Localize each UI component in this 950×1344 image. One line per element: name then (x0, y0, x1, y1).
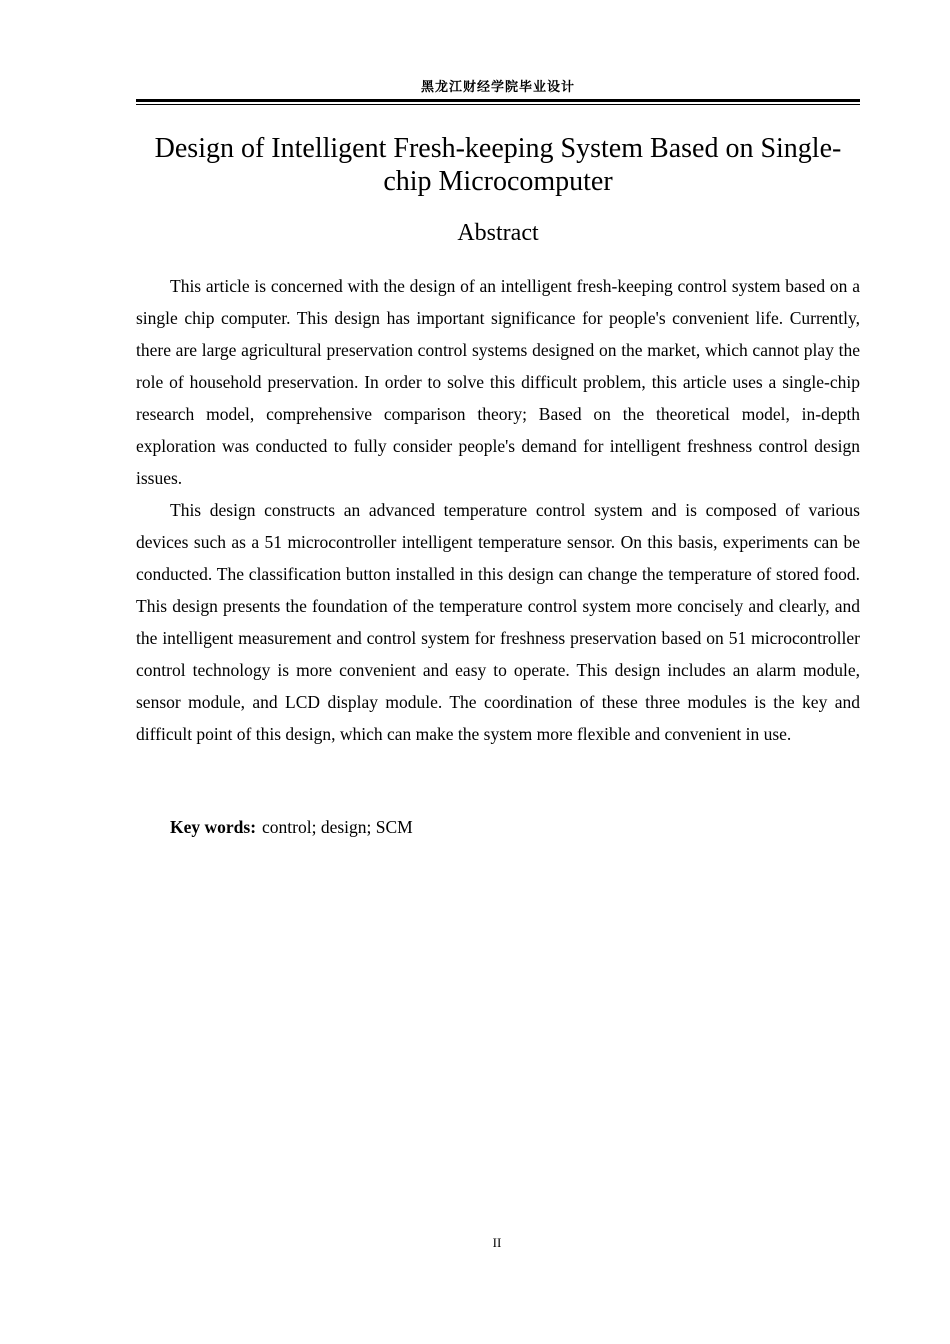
keywords-label: Key words: (170, 817, 257, 837)
abstract-paragraph-2: This design constructs an advanced temperature control system and is composed of various devices such as a 51 microcontroller intelligent temperature sensor. On this basis, experiments can be conducted. The classification button installed in this design can change the temperature of stored food. This design presents the foundation of the temperature control system more concisely and clearly, and the intelligent measurement and control system for freshness preservation based on 51 microcontroller control technology is more convenient and easy to operate. This design includes an alarm module, sensor module, and LCD display module. The coordination of these three modules is the key and difficult point of this design, which can make the system more flexible and convenient in use. (136, 500, 860, 744)
document-title: Design of Intelligent Fresh-keeping System Based on Single-chip Microcomputer (154, 133, 842, 197)
abstract-paragraph-1: This article is concerned with the design of an intelligent fresh-keeping control system based on a single chip computer. This design has important significance for people's convenient life. Currently, there are large agricultural preservation control systems designed on the market, which cannot play the role of household preservation. In order to solve this difficult problem, this article uses a single-chip research model, comprehensive comparison theory; Based on the theoretical model, in-depth exploration was conducted to fully consider people's demand for intelligent freshness control design issues. (136, 276, 860, 488)
header-double-rule (136, 99, 860, 105)
abstract-heading: Abstract (457, 220, 539, 246)
keywords-line (170, 813, 413, 841)
abstract-body (136, 270, 860, 750)
keywords-value: control; design; SCM (262, 817, 413, 837)
page-number: II (492, 1235, 502, 1250)
running-header: 黑龙江财经学院毕业设计 (420, 80, 575, 95)
